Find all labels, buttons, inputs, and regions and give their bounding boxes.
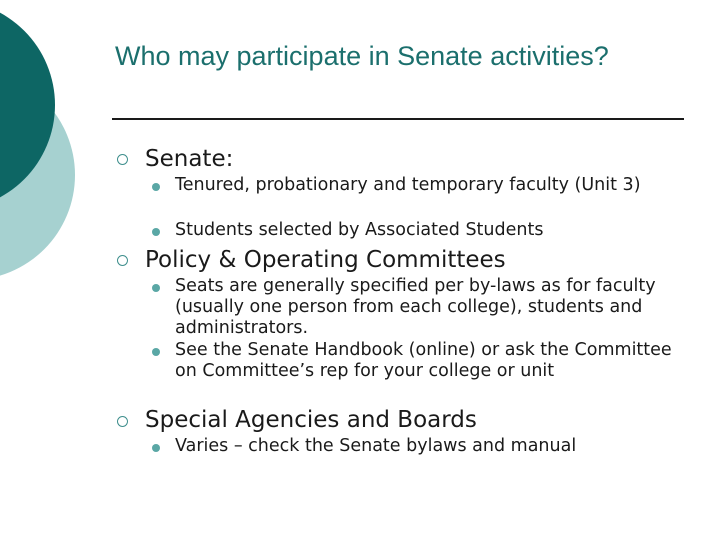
section-heading-agencies: Special Agencies and Boards (145, 407, 477, 433)
list-item: Varies – check the Senate bylaws and manual (175, 436, 577, 456)
filled-circle-bullet-icon (152, 348, 160, 356)
list-item: Students selected by Associated Students (175, 220, 544, 240)
list-item: Tenured, probationary and temporary faculty (Unit 3) (175, 175, 641, 195)
hollow-circle-bullet-icon (117, 255, 128, 266)
filled-circle-bullet-icon (152, 183, 160, 191)
section-heading-senate: Senate: (145, 146, 234, 172)
list-item: See the Senate Handbook (online) or ask the Committee on Committee’s rep for your college or unit (175, 340, 672, 381)
filled-circle-bullet-icon (152, 284, 160, 292)
list-item: Seats are generally specified per by-laws as for faculty (usually one person from each college), students and administrators. (175, 276, 656, 338)
filled-circle-bullet-icon (152, 444, 160, 452)
hollow-circle-bullet-icon (117, 416, 128, 427)
hollow-circle-bullet-icon (117, 154, 128, 165)
slide-title: Who may participate in Senate activities? (115, 41, 609, 71)
section-heading-committees: Policy & Operating Committees (145, 247, 506, 273)
filled-circle-bullet-icon (152, 228, 160, 236)
